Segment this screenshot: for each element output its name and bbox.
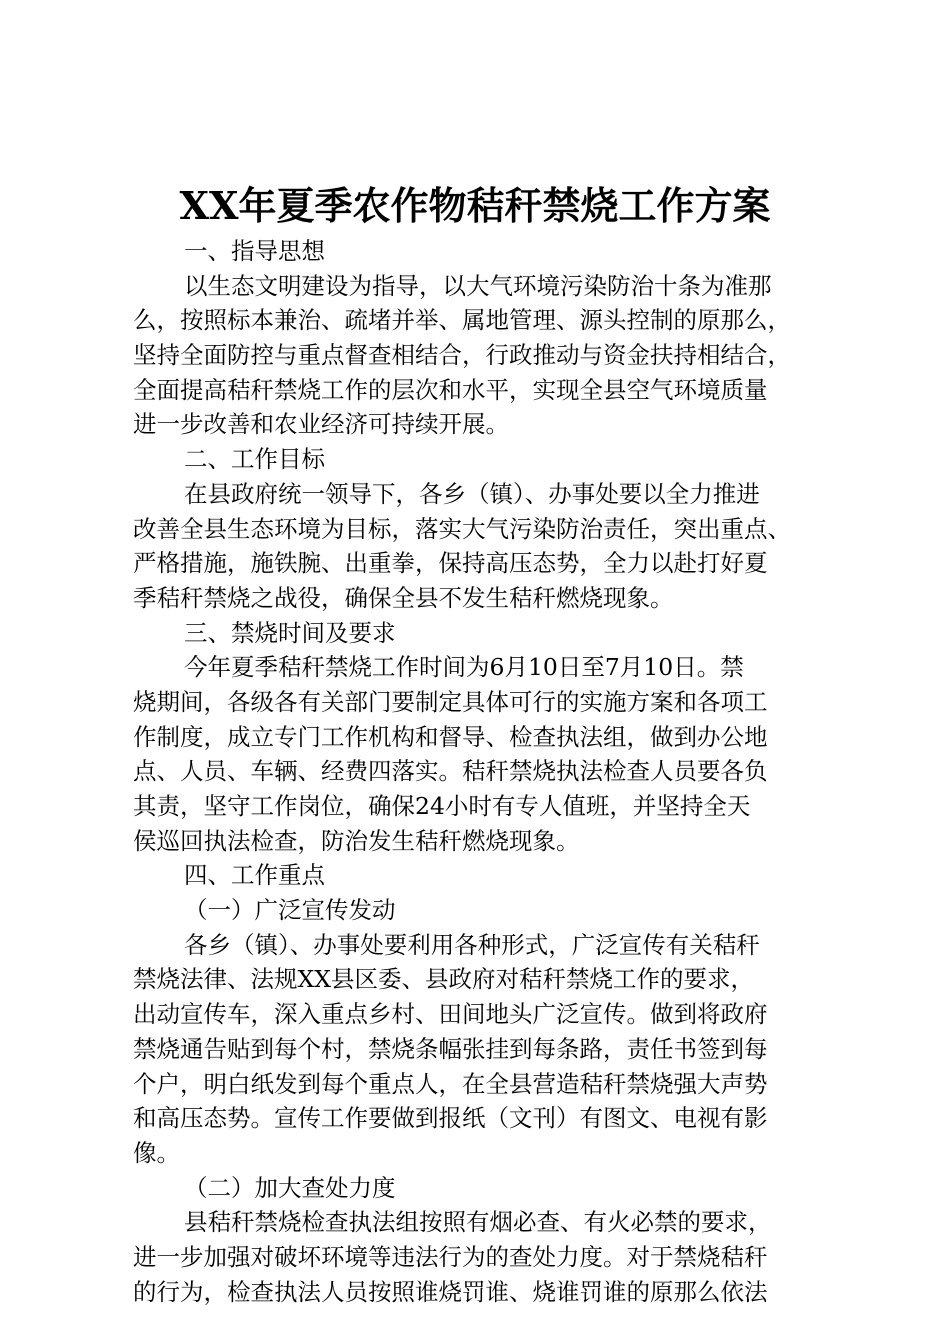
text-line: 烧期间，各级各有关部门要制定具体可行的实施方案和各项工 bbox=[133, 687, 768, 716]
text-line: 县秸秆禁烧检查执法组按照有烟必查、有火必禁的要求， bbox=[184, 1208, 772, 1237]
text-line: 二、工作目标 bbox=[184, 445, 325, 474]
text-line: 么，按照标本兼治、疏堵并举、属地管理、源头控制的原那么， bbox=[133, 306, 791, 335]
text-line: 禁烧通告贴到每个村，禁烧条幅张挂到每条路，责任书签到每 bbox=[133, 1034, 768, 1063]
text-line: 出动宣传车，深入重点乡村、田间地头广泛宣传。做到将政府 bbox=[133, 1000, 768, 1029]
text-line: （二）加大查处力度 bbox=[184, 1173, 396, 1202]
text-line: 作制度，成立专门工作机构和督导、检查执法组，做到办公地 bbox=[133, 722, 768, 751]
text-line: 侯巡回执法检查，防治发生秸秆燃烧现象。 bbox=[133, 826, 580, 855]
text-line: 一、指导思想 bbox=[184, 237, 325, 265]
text-line: 进一步改善和农业经济可持续开展。 bbox=[133, 410, 509, 439]
text-line: 和高压态势。宣传工作要做到报纸（文刊）有图文、电视有影 bbox=[133, 1104, 768, 1133]
text-line: 严格措施，施铁腕、出重拳，保持高压态势，全力以赴打好夏 bbox=[133, 549, 768, 578]
text-line: 以生态文明建设为指导，以大气环境污染防治十条为准那 bbox=[184, 271, 772, 300]
text-line: 像。 bbox=[133, 1138, 180, 1167]
text-line: 禁烧法律、法规XX县区委、县政府对秸秆禁烧工作的要求， bbox=[133, 965, 754, 994]
text-line: 在县政府统一领导下，各乡（镇）、办事处要以全力推进 bbox=[184, 479, 760, 508]
text-line: 的行为，检查执法人员按照谁烧罚谁、烧谁罚谁的原那么依法 bbox=[133, 1277, 768, 1306]
text-line: 各乡（镇）、办事处要利用各种形式，广泛宣传有关秸秆 bbox=[184, 930, 760, 959]
text-line: 坚持全面防控与重点督查相结合，行政推动与资金扶持相结合， bbox=[133, 341, 791, 370]
text-line: 点、人员、车辆、经费四落实。秸秆禁烧执法检查人员要各负 bbox=[133, 757, 768, 786]
document-title: XX年夏季农作物秸秆禁烧工作方案 bbox=[179, 183, 771, 228]
text-line: 今年夏季秸秆禁烧工作时间为6月10日至7月10日。禁 bbox=[184, 653, 744, 682]
text-line: 季秸秆禁烧之战役，确保全县不发生秸秆燃烧现象。 bbox=[133, 583, 674, 612]
text-line: 进一步加强对破坏环境等违法行为的查处力度。对于禁烧秸秆 bbox=[133, 1242, 768, 1271]
text-line: （一）广泛宣传发动 bbox=[184, 896, 396, 925]
text-line: 其责，坚守工作岗位，确保24小时有专人值班，并坚持全天 bbox=[133, 792, 751, 820]
text-line: 四、工作重点 bbox=[184, 861, 325, 890]
document-body bbox=[133, 234, 828, 1309]
text-line: 改善全县生态环境为目标，落实大气污染防治责任，突出重点、 bbox=[133, 514, 791, 543]
text-line: 个户，明白纸发到每个重点人，在全县营造秸秆禁烧强大声势 bbox=[133, 1069, 768, 1098]
text-line: 全面提高秸秆禁烧工作的层次和水平，实现全县空气环境质量 bbox=[133, 375, 768, 404]
text-line: 三、禁烧时间及要求 bbox=[184, 618, 396, 647]
